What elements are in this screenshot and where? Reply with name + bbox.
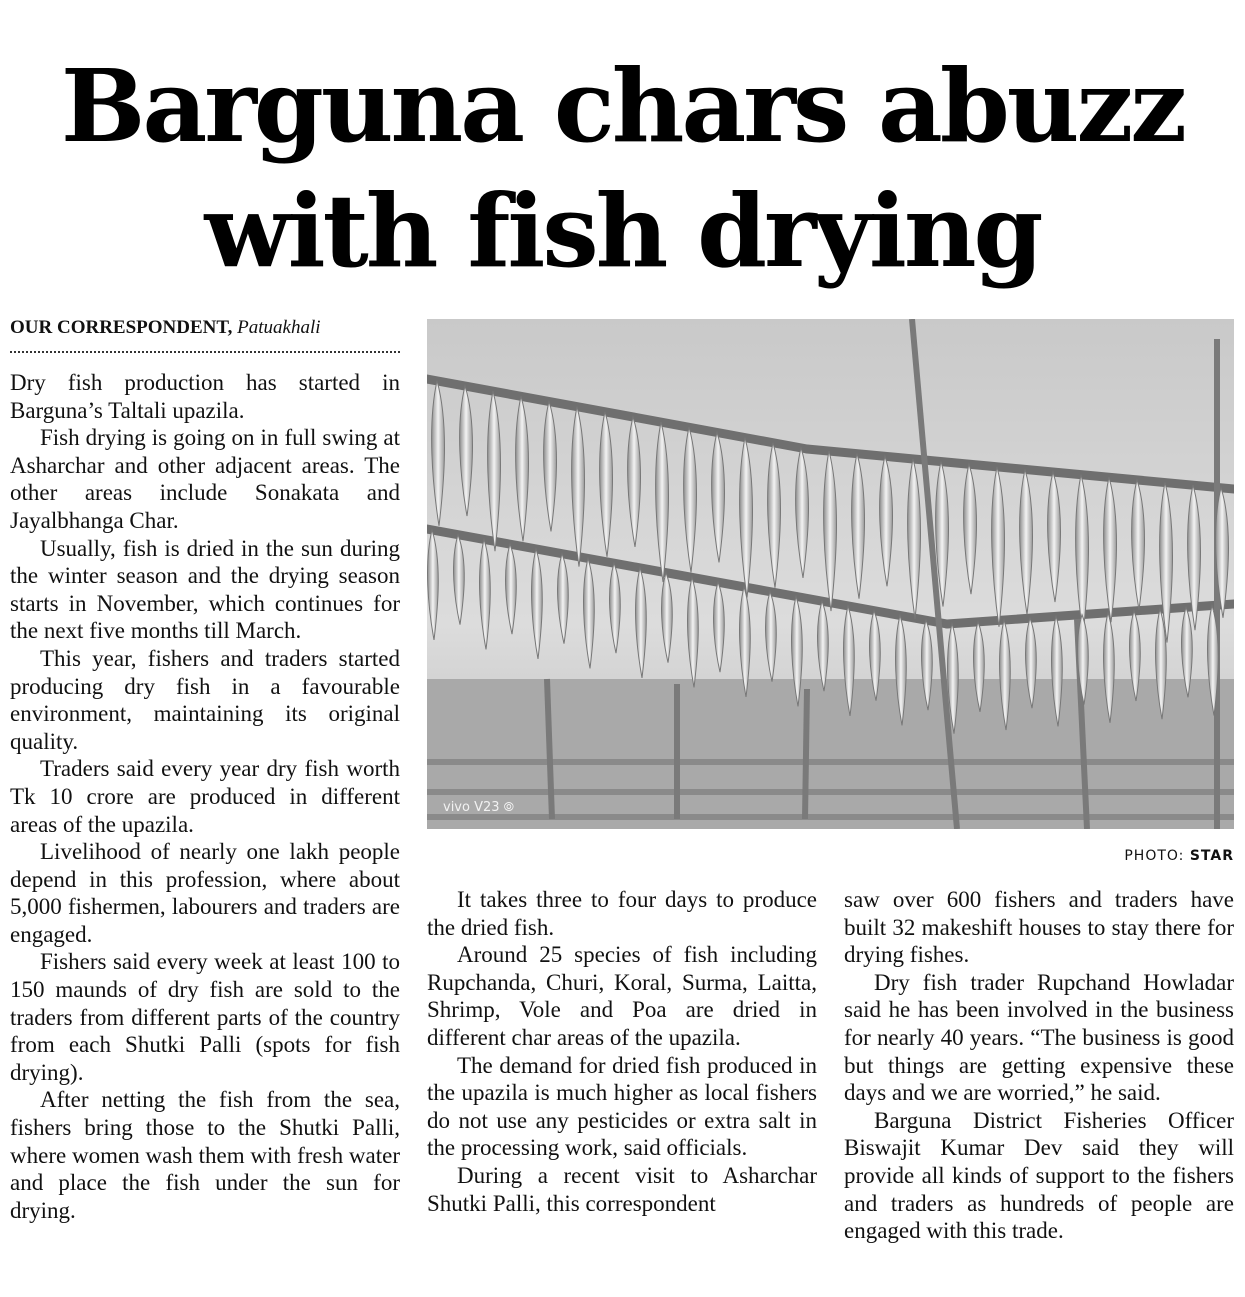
headline-line-2: with fish drying bbox=[204, 172, 1041, 290]
article-column-2 bbox=[427, 886, 817, 1217]
byline-location: Patuakhali bbox=[237, 317, 321, 338]
photo-credit-source: STAR bbox=[1189, 848, 1234, 864]
paragraph: Dry fish production has started in Barguna’s Taltali upazila. bbox=[10, 370, 400, 423]
paragraph: Barguna District Fisheries Officer Biswajit Kumar Dev said they will provide all kinds of support to the fishers and traders as hundreds of people are engaged with this trade. bbox=[844, 1107, 1234, 1244]
paragraph: saw over 600 fishers and traders have built 32 makeshift houses to stay there for drying fishes. bbox=[844, 887, 1234, 968]
paragraph: Traders said every year dry fish worth Tk 10 crore are produced in different areas of the upazila. bbox=[10, 756, 400, 837]
paragraph: Around 25 species of fish including Rupchanda, Churi, Koral, Surma, Laitta, Shrimp, Vole and Poa are dried in different char areas of the upazila. bbox=[427, 942, 817, 1050]
photo-credit bbox=[1124, 848, 1234, 864]
article-column-3 bbox=[844, 886, 1234, 1245]
paragraph: This year, fishers and traders started producing dry fish in a favourable environment, maintaining its original quality. bbox=[10, 645, 400, 754]
paragraph: Dry fish trader Rupchand Howladar said he has been involved in the business for nearly 40 years. “The business is good but things are getting expensive these days and we are worried,” he said. bbox=[844, 969, 1234, 1106]
headline-line-1: Barguna chars abuzz bbox=[60, 47, 1185, 165]
article-column-1 bbox=[10, 369, 400, 1224]
fish-drying-rack-illustration bbox=[427, 319, 1234, 829]
paragraph: It takes three to four days to produce the dried fish. bbox=[427, 887, 817, 940]
byline bbox=[10, 316, 400, 340]
paragraph: Fishers said every week at least 100 to 150 maunds of dry fish are sold to the traders from different parts of the country from each Shutki Palli (spots for fish drying). bbox=[10, 949, 400, 1085]
photo-watermark: vivo V23 ⦾ bbox=[443, 800, 515, 815]
byline-author: OUR CORRESPONDENT, bbox=[10, 317, 233, 338]
paragraph: Fish drying is going on in full swing at Asharchar and other adjacent areas. The other areas include Sonakata and Jayalbhanga Char. bbox=[10, 425, 400, 533]
paragraph: Livelihood of nearly one lakh people depend in this profession, where about 5,000 fishermen, labourers and traders are engaged. bbox=[10, 839, 400, 947]
paragraph: After netting the fish from the sea, fishers bring those to the Shutki Palli, where women wash them with fresh water and place the fish under the sun for drying. bbox=[10, 1087, 400, 1223]
photo-credit-prefix: PHOTO: bbox=[1124, 848, 1185, 864]
paragraph: The demand for dried fish produced in the upazila is much higher as local fishers do not use any pesticides or extra salt in the processing work, said officials. bbox=[427, 1052, 817, 1161]
headline bbox=[0, 44, 1245, 294]
paragraph: Usually, fish is dried in the sun during the winter season and the drying season starts in November, which continues for the next five months till March. bbox=[10, 535, 400, 644]
paragraph: During a recent visit to Asharchar Shutki Palli, this correspondent bbox=[427, 1162, 817, 1216]
article-photo bbox=[427, 319, 1234, 829]
byline-divider bbox=[10, 351, 400, 353]
